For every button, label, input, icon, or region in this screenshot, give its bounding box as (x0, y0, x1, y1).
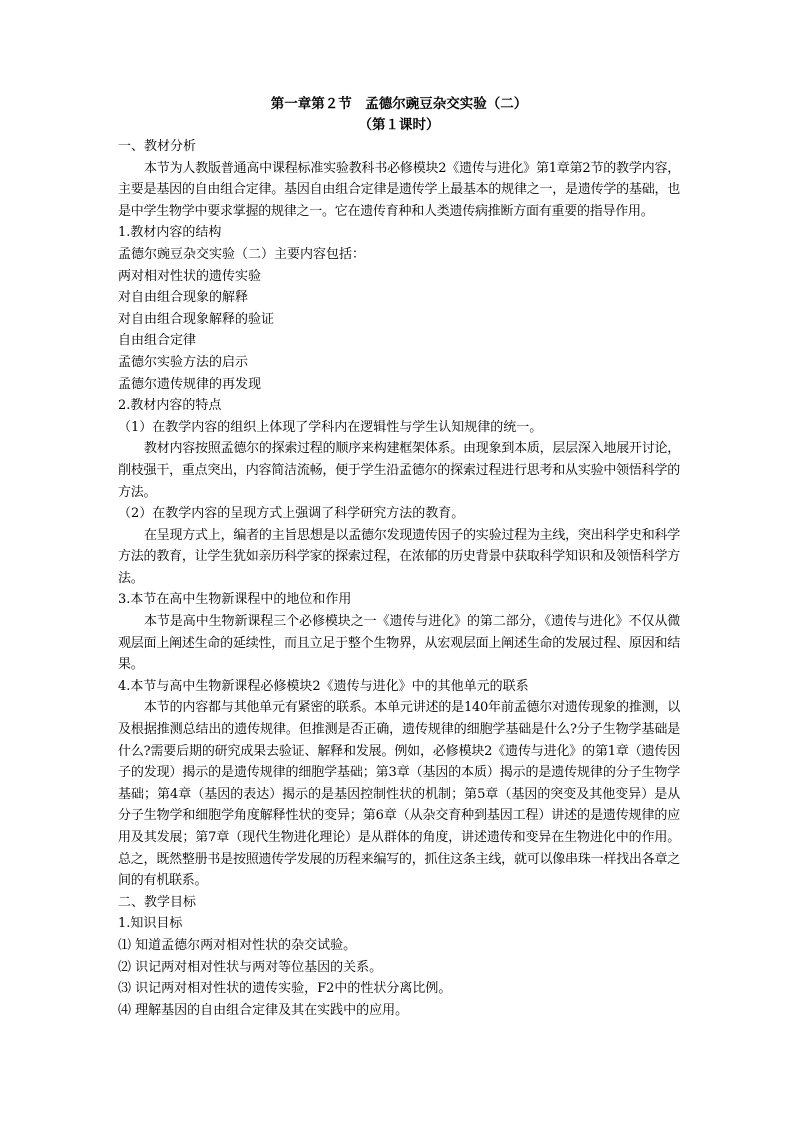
text-line: （1）在教学内容的组织上体现了学科内在逻辑性与学生认知规律的统一。 (118, 419, 543, 435)
sub-heading: 2.教材内容的特点 (118, 398, 222, 414)
list-item: ⑶ 识记两对相对性状的遗传实验，F2中的性状分离比例。 (118, 981, 452, 997)
section-heading: 二、教学目标 (118, 894, 197, 910)
sub-heading: 4.本节与高中生物新课程必修模块2《遗传与进化》中的其他单元的联系 (118, 678, 529, 694)
paragraph: 本节的内容都与其他单元有紧密的联系。本单元讲述的是140年前孟德尔对遗传现象的推测，以及根据推测总结出的遗传规律。但推测是否正确，遗传规律的细胞学基础是什么?分子生物学基础是什么?需要后期的研究成果去验证、解释和发展。例如，必修模块2《遗传与进化》的第1章（遗传因子的发现）揭示的是遗传规律的细胞学基础；第3章（基因的本质）揭示的是遗传规律的分子生物学基础；第4章（基因的表达）揭示的是基因控制性状的机制；第5章（基因的突变及其他变异）是从分子生物学和细胞学角度解释性状的变异；第6章（从杂交育种到基因工程）讲述的是遗传规律的应用及其发展；第7章（现代生物进化理论）是从群体的角度，讲述遗传和变异在生物进化中的作用。总之，既然整册书是按照遗传学发展的历程来编写的，抓住这条主线，就可以像串珠一样找出各章之间的有机联系。 (118, 700, 680, 889)
text-line: 孟德尔豌豆杂交实验（二）主要内容包括： (118, 246, 366, 262)
paragraph: 本节为人教版普通高中课程标准实验教科书必修模块2《遗传与进化》第1章第2节的教学内容，主要是基因的自由组合定律。基因自由组合定律是遗传学上最基本的规律之一，是遗传学的基础，也是中学生物学中要求掌握的规律之一。它在遗传育种和人类遗传病推断方面有重要的指导作用。 (118, 160, 680, 219)
sub-heading: 1.教材内容的结构 (118, 225, 222, 241)
paragraph: 教材内容按照孟德尔的探索过程的顺序来构建框架体系。由现象到本质，层层深入地展开讨论，削枝强干，重点突出，内容简洁流畅，便于学生沿孟德尔的探索过程进行思考和从实验中领悟科学的方法。 (118, 441, 680, 500)
list-item: 对自由组合现象的解释 (118, 290, 249, 306)
sub-heading: 1.知识目标 (118, 916, 183, 932)
paragraph: 本节是高中生物新课程三个必修模块之一《遗传与进化》的第二部分，《遗传与进化》不仅从微观层面上阐述生命的延续性，而且立足于整个生物界，从宏观层面上阐述生命的发展过程、原因和结果。 (118, 614, 680, 673)
list-item: 孟德尔遗传规律的再发现 (118, 376, 262, 392)
paragraph: 在呈现方式上，编者的主旨思想是以孟德尔发现遗传因子的实验过程为主线，突出科学史和科学方法的教育，让学生犹如亲历科学家的探索过程，在浓郁的历史背景中获取科学知识和及领悟科学方法。 (118, 527, 680, 586)
list-item: 对自由组合现象解释的验证 (118, 311, 275, 327)
section-heading: 一、教材分析 (118, 139, 197, 154)
list-item: ⑷ 理解基因的自由组合定律及其在实践中的应用。 (118, 1002, 409, 1018)
document-title: 第一章第２节 孟德尔豌豆杂交实验（二） (270, 96, 528, 112)
document-body (118, 136, 680, 1021)
sub-heading: 3.本节在高中生物新课程中的地位和作用 (118, 592, 352, 608)
list-item: 自由组合定律 (118, 333, 197, 349)
list-item: ⑴ 知道孟德尔两对相对性状的杂交试验。 (118, 937, 357, 953)
list-item: ⑵ 识记两对相对性状与两对等位基因的关系。 (118, 959, 383, 975)
document-subtitle: （第１课时） (358, 117, 440, 133)
list-item: 两对相对性状的遗传实验 (118, 268, 262, 284)
list-item: 孟德尔实验方法的启示 (118, 354, 249, 370)
text-line: （2）在教学内容的呈现方式上强调了科学研究方法的教育。 (118, 506, 465, 522)
document-page (118, 94, 680, 1021)
